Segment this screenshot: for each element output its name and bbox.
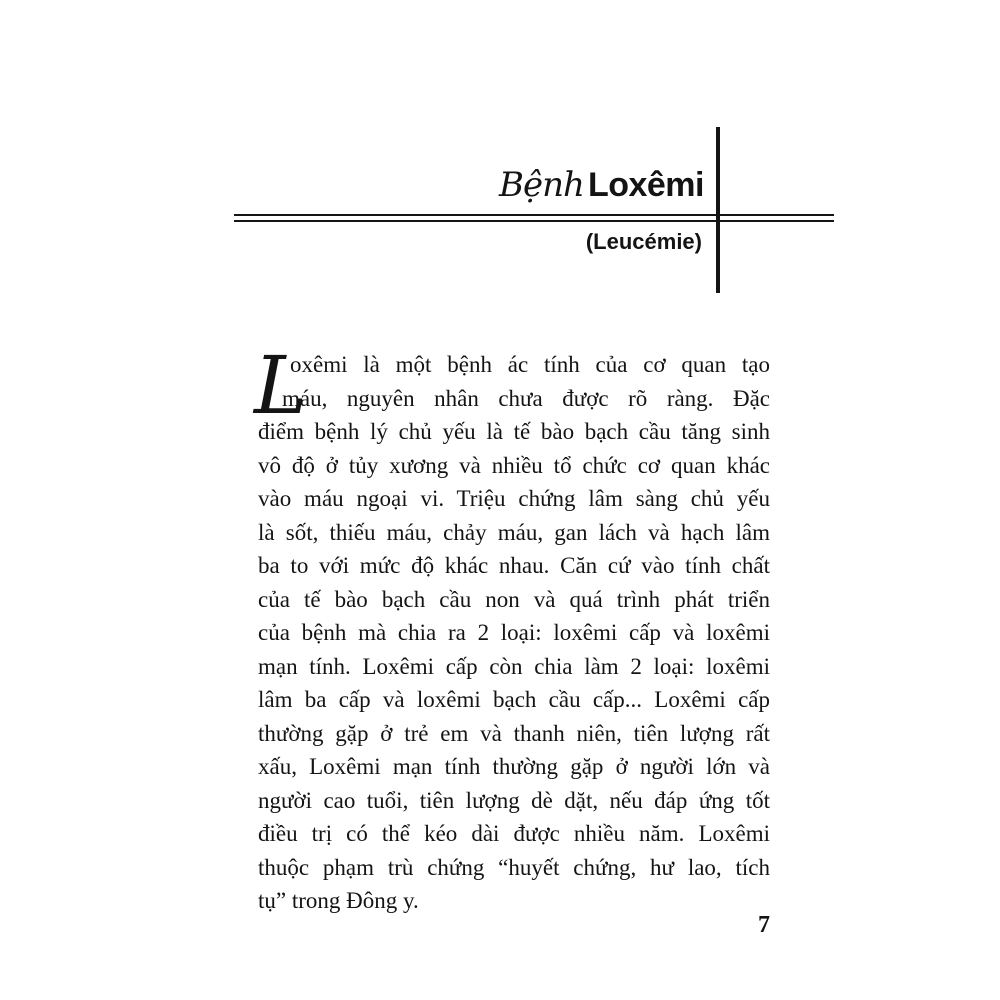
text-line: là sốt, thiếu máu, chảy máu, gan lách và hạch lâm xyxy=(258,519,770,545)
text-line: vô độ ở tủy xương và nhiều tổ chức cơ quan khác xyxy=(258,452,770,478)
vertical-rule xyxy=(716,127,720,293)
horizontal-rule-top xyxy=(234,214,834,216)
text-line: ba to với mức độ khác nhau. Căn cứ vào tính chất xyxy=(258,553,770,578)
chapter-subtitle: (Leucémie) xyxy=(585,229,702,254)
text-line: tụ” trong Đông y. xyxy=(258,888,419,913)
text-line: người cao tuổi, tiên lượng dè dặt, nếu đáp ứng tốt xyxy=(258,787,770,813)
text-line: điều trị có thể kéo dài được nhiều năm. Loxêmi xyxy=(258,821,770,846)
text-line: thường gặp ở trẻ em và thanh niên, tiên lượng rất xyxy=(258,720,770,746)
text-line: của bệnh mà chia ra 2 loại: loxêmi cấp và loxêmi xyxy=(258,620,770,645)
text-line: máu, nguyên nhân chưa được rõ ràng. Đặc xyxy=(282,385,770,411)
horizontal-rule-bottom xyxy=(234,220,834,222)
text-line: xấu, Loxêmi mạn tính thường gặp ở người lớn và xyxy=(258,754,770,779)
text-line: vào máu ngoại vi. Triệu chứng lâm sàng chủ yếu xyxy=(258,486,770,511)
page-number: 7 xyxy=(758,912,770,938)
chapter-title-main: Loxêmi xyxy=(587,166,704,204)
drop-cap: L xyxy=(254,339,308,432)
text-line: mạn tính. Loxêmi cấp còn chia làm 2 loại: loxêmi xyxy=(258,653,770,679)
text-line: oxêmi là một bệnh ác tính của cơ quan tạo xyxy=(290,352,770,377)
body-paragraph xyxy=(258,348,770,918)
text-line: lâm ba cấp và loxêmi bạch cầu cấp... Loxêmi cấp xyxy=(258,687,770,712)
chapter-title-script: Bệnh xyxy=(499,165,584,205)
text-line: điểm bệnh lý chủ yếu là tế bào bạch cầu tăng sinh xyxy=(258,419,770,444)
chapter-title xyxy=(499,165,704,205)
text-line: thuộc phạm trù chứng “huyết chứng, hư lao, tích xyxy=(258,854,770,880)
text-line: của tế bào bạch cầu non và quá trình phát triển xyxy=(258,586,770,612)
